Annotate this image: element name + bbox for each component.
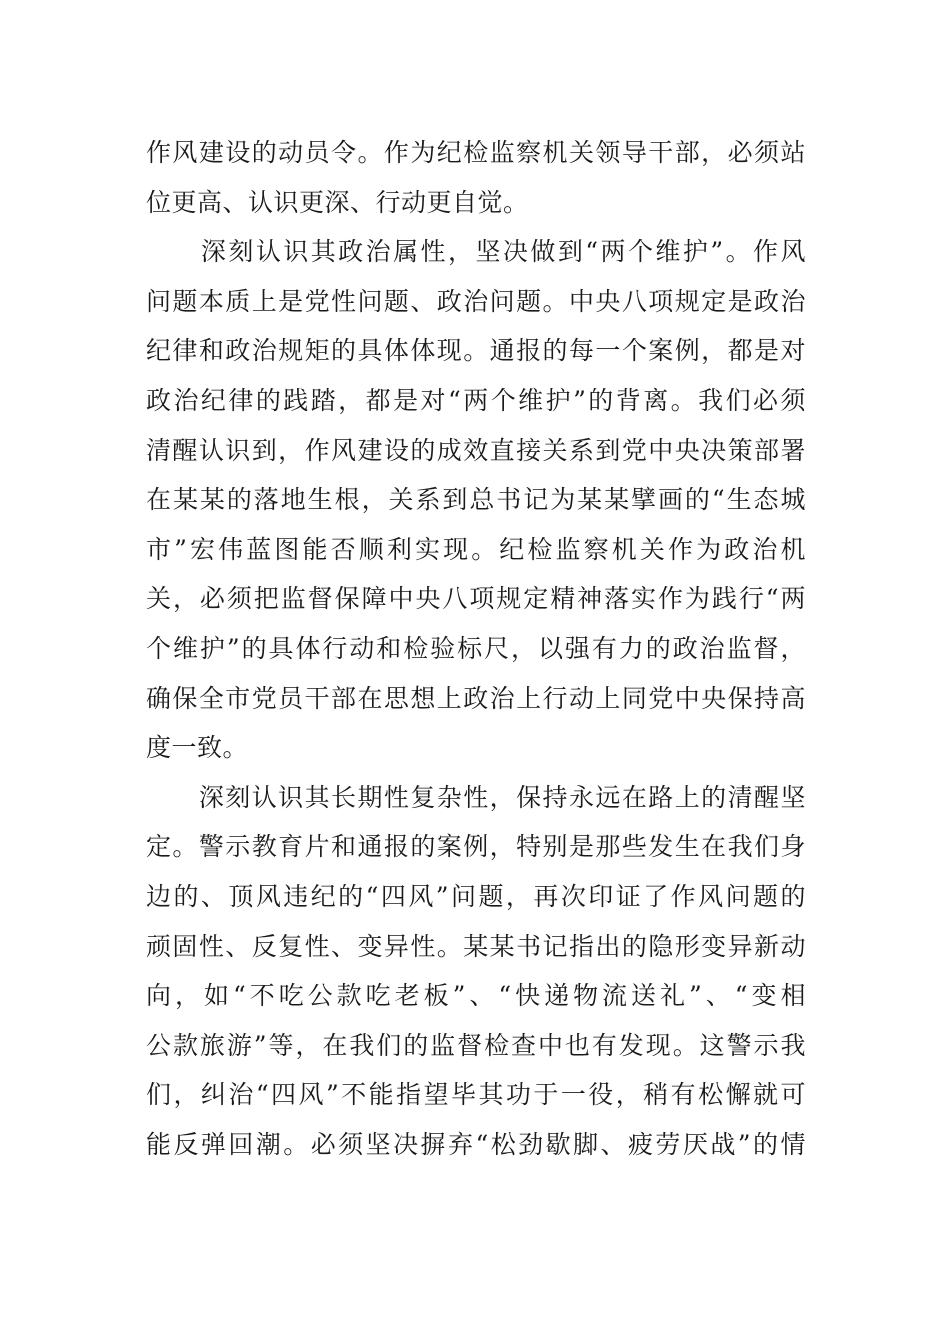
text-line: 问题本质上是党性问题、政治问题。中央八项规定是政治 [146, 286, 806, 316]
text-line: 在某某的落地生根，关系到总书记为某某擘画的“生态城 [146, 485, 806, 515]
text-line: 关，必须把监督保障中央八项规定精神落实作为践行“两 [146, 584, 806, 614]
text-line: 政治纪律的践踏，都是对“两个维护”的背离。我们必须 [146, 385, 806, 415]
text-line: 定。警示教育片和通报的案例，特别是那些发生在我们身 [146, 832, 806, 862]
text-line: 纪律和政治规矩的具体体现。通报的每一个案例，都是对 [146, 336, 806, 366]
body-text [146, 128, 806, 1169]
text-line: 顽固性、反复性、变异性。某某书记指出的隐形变异新动 [146, 931, 806, 961]
text-line: 市”宏伟蓝图能否顺利实现。纪检监察机关作为政治机 [146, 534, 806, 564]
paragraph-start-line: 深刻认识其长期性复杂性，保持永远在路上的清醒坚 [146, 782, 806, 812]
text-line: 公款旅游”等，在我们的监督检查中也有发现。这警示我 [146, 1030, 806, 1060]
text-line: 能反弹回潮。必须坚决摒弃“松劲歇脚、疲劳厌战”的情 [146, 1129, 806, 1159]
text-line: 个维护”的具体行动和检验标尺，以强有力的政治监督， [146, 633, 806, 663]
text-line: 位更高、认识更深、行动更自觉。 [146, 187, 529, 217]
text-line: 度一致。 [146, 733, 249, 763]
paragraph-start-line: 深刻认识其政治属性，坚决做到“两个维护”。作风 [146, 237, 806, 267]
text-line: 边的、顶风违纪的“四风”问题，再次印证了作风问题的 [146, 881, 806, 911]
text-line: 向，如“不吃公款吃老板”、“快递物流送礼”、“变相 [146, 981, 806, 1011]
text-line: 们，纠治“四风”不能指望毕其功于一役，稍有松懈就可 [146, 1080, 806, 1110]
text-line: 作风建设的动员令。作为纪检监察机关领导干部，必须站 [146, 138, 806, 167]
text-line: 清醒认识到，作风建设的成效直接关系到党中央决策部署 [146, 435, 806, 465]
text-line: 确保全市党员干部在思想上政治上行动上同党中央保持高 [146, 683, 806, 713]
